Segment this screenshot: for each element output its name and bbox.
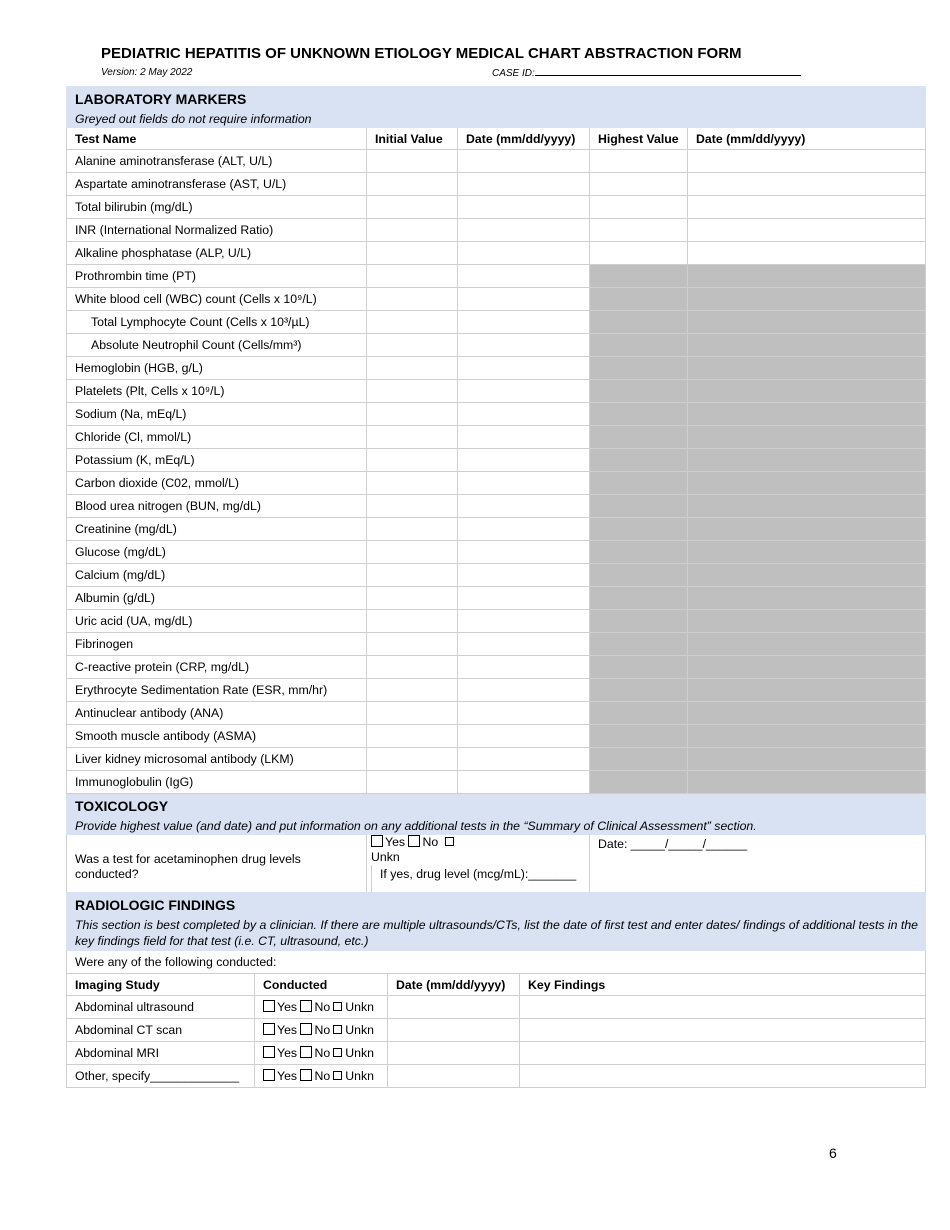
highest-value-cell — [590, 656, 688, 679]
lab-test-name: Fibrinogen — [67, 633, 367, 656]
lab-row — [67, 725, 926, 748]
imaging-no-label: No — [314, 1069, 331, 1083]
imaging-unkn-checkbox[interactable] — [333, 1071, 342, 1080]
initial-value-cell[interactable] — [367, 495, 458, 518]
lab-row — [67, 288, 926, 311]
lab-test-name: Platelets (Plt, Cells x 10⁹/L) — [67, 380, 367, 403]
highest-date-cell — [688, 495, 926, 518]
lab-test-name: White blood cell (WBC) count (Cells x 10⁹/L) — [67, 288, 367, 311]
highest-date-cell — [688, 679, 926, 702]
initial-value-cell[interactable] — [367, 196, 458, 219]
lab-tox-table — [66, 86, 926, 900]
radio-section-subtitle: This section is best completed by a clinician. If there are multiple ultrasounds/CTs, list the date of first test and enter dates/ findings of additional tests in the key findings field for that test (i.e. CT, ultrasound, etc.) — [67, 916, 926, 951]
initial-date-cell[interactable] — [458, 219, 590, 242]
highest-date-cell — [688, 449, 926, 472]
lab-test-name: Calcium (mg/dL) — [67, 564, 367, 587]
tox-drug-level[interactable]: If yes, drug level (mcg/mL):_______ — [371, 865, 576, 899]
col-imaging-study: Imaging Study — [67, 974, 255, 996]
highest-value-cell — [590, 633, 688, 656]
highest-value-cell — [590, 610, 688, 633]
initial-value-cell[interactable] — [367, 656, 458, 679]
initial-value-cell[interactable] — [367, 679, 458, 702]
imaging-yes-checkbox[interactable] — [263, 1023, 275, 1035]
highest-date-cell — [688, 633, 926, 656]
highest-value-cell — [590, 380, 688, 403]
lab-test-name: C-reactive protein (CRP, mg/dL) — [67, 656, 367, 679]
tox-yes-checkbox[interactable] — [371, 835, 383, 847]
highest-date-cell — [688, 288, 926, 311]
highest-date-cell — [688, 610, 926, 633]
lab-row — [67, 150, 926, 173]
tox-unkn-checkbox[interactable] — [445, 837, 454, 846]
initial-date-cell[interactable] — [458, 173, 590, 196]
initial-value-cell[interactable] — [367, 380, 458, 403]
lab-row — [67, 748, 926, 771]
initial-value-cell[interactable] — [367, 564, 458, 587]
highest-date-cell[interactable] — [688, 196, 926, 219]
highest-date-cell[interactable] — [688, 173, 926, 196]
highest-date-cell[interactable] — [688, 242, 926, 265]
lab-section-title: LABORATORY MARKERS — [67, 87, 926, 110]
lab-test-name: Absolute Neutrophil Count (Cells/mm³) — [67, 334, 367, 357]
imaging-row — [67, 1019, 926, 1042]
initial-value-cell[interactable] — [367, 518, 458, 541]
imaging-findings-cell[interactable] — [520, 996, 926, 1019]
col-initial-value: Initial Value — [367, 128, 458, 150]
initial-value-cell[interactable] — [367, 587, 458, 610]
imaging-conducted-options — [255, 996, 388, 1019]
highest-date-cell — [688, 518, 926, 541]
initial-date-cell[interactable] — [458, 633, 590, 656]
lab-row — [67, 541, 926, 564]
highest-date-cell — [688, 702, 926, 725]
col-highest-value: Highest Value — [590, 128, 688, 150]
radio-section-title: RADIOLOGIC FINDINGS — [67, 893, 926, 916]
highest-value-cell — [590, 472, 688, 495]
imaging-study-name: Other, specify_____________ — [67, 1065, 255, 1088]
lab-row — [67, 564, 926, 587]
version-label: Version: 2 May 2022 — [101, 67, 193, 78]
highest-value-cell — [590, 702, 688, 725]
initial-date-cell[interactable] — [458, 380, 590, 403]
highest-date-cell — [688, 311, 926, 334]
lab-row — [67, 196, 926, 219]
imaging-no-label: No — [314, 1000, 331, 1014]
lab-row — [67, 173, 926, 196]
highest-date-cell — [688, 472, 926, 495]
imaging-unkn-checkbox[interactable] — [333, 1025, 342, 1034]
col-highest-date: Date (mm/dd/yyyy) — [688, 128, 926, 150]
col-conducted: Conducted — [255, 974, 388, 996]
imaging-study-name: Abdominal ultrasound — [67, 996, 255, 1019]
page-number: 6 — [829, 1145, 837, 1161]
imaging-findings-cell[interactable] — [520, 1019, 926, 1042]
lab-test-name: Liver kidney microsomal antibody (LKM) — [67, 748, 367, 771]
lab-row — [67, 771, 926, 794]
lab-test-name: Smooth muscle antibody (ASMA) — [67, 725, 367, 748]
highest-date-cell — [688, 380, 926, 403]
initial-value-cell[interactable] — [367, 725, 458, 748]
imaging-row — [67, 1065, 926, 1088]
initial-value-cell[interactable] — [367, 334, 458, 357]
lab-row — [67, 265, 926, 288]
tox-yes-label: Yes — [385, 835, 406, 849]
imaging-no-checkbox[interactable] — [300, 1069, 312, 1081]
imaging-date-cell[interactable] — [388, 1042, 520, 1065]
imaging-yes-label: Yes — [277, 1000, 298, 1014]
highest-date-cell — [688, 656, 926, 679]
highest-value-cell — [590, 311, 688, 334]
highest-value-cell — [590, 403, 688, 426]
initial-value-cell[interactable] — [367, 288, 458, 311]
imaging-date-cell[interactable] — [388, 1065, 520, 1088]
lab-row — [67, 472, 926, 495]
radiology-table — [66, 892, 926, 1088]
initial-date-cell[interactable] — [458, 334, 590, 357]
imaging-unkn-checkbox[interactable] — [333, 1048, 342, 1057]
highest-value-cell[interactable] — [590, 150, 688, 173]
lab-test-name: Creatinine (mg/dL) — [67, 518, 367, 541]
initial-value-cell[interactable] — [367, 702, 458, 725]
imaging-conducted-options — [255, 1065, 388, 1088]
imaging-no-checkbox[interactable] — [300, 1023, 312, 1035]
highest-value-cell[interactable] — [590, 173, 688, 196]
initial-date-cell[interactable] — [458, 495, 590, 518]
highest-value-cell — [590, 334, 688, 357]
initial-value-cell[interactable] — [367, 265, 458, 288]
imaging-date-cell[interactable] — [388, 1019, 520, 1042]
imaging-no-checkbox[interactable] — [300, 1046, 312, 1058]
col-test-name: Test Name — [67, 128, 367, 150]
imaging-no-checkbox[interactable] — [300, 1000, 312, 1012]
initial-date-cell[interactable] — [458, 748, 590, 771]
tox-section-subtitle: Provide highest value (and date) and put information on any additional tests in the “Summary of Clinical Assessment” section. — [67, 817, 926, 835]
initial-date-cell[interactable] — [458, 771, 590, 794]
lab-row — [67, 702, 926, 725]
imaging-yes-checkbox[interactable] — [263, 1000, 275, 1012]
lab-test-name: Blood urea nitrogen (BUN, mg/dL) — [67, 495, 367, 518]
lab-row — [67, 219, 926, 242]
initial-date-cell[interactable] — [458, 242, 590, 265]
highest-value-cell — [590, 771, 688, 794]
imaging-yes-checkbox[interactable] — [263, 1046, 275, 1058]
lab-row — [67, 495, 926, 518]
initial-date-cell[interactable] — [458, 426, 590, 449]
initial-date-cell[interactable] — [458, 679, 590, 702]
tox-no-label: No — [422, 835, 439, 849]
initial-value-cell[interactable] — [367, 403, 458, 426]
tox-date[interactable]: Date: _____/_____/______ — [590, 835, 926, 900]
case-id-label: CASE ID: — [492, 68, 535, 79]
highest-value-cell — [590, 288, 688, 311]
imaging-unkn-checkbox[interactable] — [333, 1002, 342, 1011]
imaging-row — [67, 996, 926, 1019]
imaging-findings-cell[interactable] — [520, 1042, 926, 1065]
col-imaging-date: Date (mm/dd/yyyy) — [388, 974, 520, 996]
initial-date-cell[interactable] — [458, 288, 590, 311]
initial-date-cell[interactable] — [458, 357, 590, 380]
highest-value-cell[interactable] — [590, 219, 688, 242]
initial-date-cell[interactable] — [458, 150, 590, 173]
lab-row — [67, 403, 926, 426]
imaging-unkn-label: Unkn — [345, 1000, 374, 1014]
initial-date-cell[interactable] — [458, 587, 590, 610]
imaging-conducted-options — [255, 1019, 388, 1042]
lab-row — [67, 587, 926, 610]
lab-row — [67, 380, 926, 403]
lab-row — [67, 357, 926, 380]
initial-date-cell[interactable] — [458, 656, 590, 679]
lab-test-name: Total Lymphocyte Count (Cells x 10³/µL) — [67, 311, 367, 334]
initial-date-cell[interactable] — [458, 702, 590, 725]
imaging-no-label: No — [314, 1023, 331, 1037]
imaging-date-cell[interactable] — [388, 996, 520, 1019]
initial-date-cell[interactable] — [458, 196, 590, 219]
highest-value-cell — [590, 357, 688, 380]
radio-question: Were any of the following conducted: — [67, 951, 926, 974]
highest-value-cell — [590, 679, 688, 702]
highest-value-cell — [590, 541, 688, 564]
lab-row — [67, 610, 926, 633]
lab-test-name: Sodium (Na, mEq/L) — [67, 403, 367, 426]
initial-value-cell[interactable] — [367, 219, 458, 242]
tox-no-checkbox[interactable] — [408, 835, 420, 847]
tox-question: Was a test for acetaminophen drug levels conducted? — [67, 835, 367, 900]
highest-date-cell — [688, 564, 926, 587]
initial-date-cell[interactable] — [458, 610, 590, 633]
highest-date-cell — [688, 748, 926, 771]
tox-section-title: TOXICOLOGY — [67, 794, 926, 817]
initial-value-cell[interactable] — [367, 173, 458, 196]
imaging-yes-label: Yes — [277, 1023, 298, 1037]
highest-value-cell — [590, 265, 688, 288]
highest-date-cell — [688, 403, 926, 426]
lab-test-name: Total bilirubin (mg/dL) — [67, 196, 367, 219]
highest-value-cell[interactable] — [590, 196, 688, 219]
initial-value-cell[interactable] — [367, 357, 458, 380]
highest-date-cell[interactable] — [688, 219, 926, 242]
highest-date-cell — [688, 265, 926, 288]
imaging-yes-label: Yes — [277, 1069, 298, 1083]
highest-date-cell — [688, 426, 926, 449]
highest-value-cell — [590, 449, 688, 472]
initial-value-cell[interactable] — [367, 771, 458, 794]
highest-value-cell[interactable] — [590, 242, 688, 265]
tox-unkn-label: Unkn — [371, 850, 400, 864]
lab-row — [67, 449, 926, 472]
initial-value-cell[interactable] — [367, 426, 458, 449]
imaging-row — [67, 1042, 926, 1065]
lab-test-name: Erythrocyte Sedimentation Rate (ESR, mm/hr) — [67, 679, 367, 702]
lab-test-name: INR (International Normalized Ratio) — [67, 219, 367, 242]
lab-row — [67, 656, 926, 679]
lab-test-name: Carbon dioxide (C02, mmol/L) — [67, 472, 367, 495]
case-id-line[interactable] — [535, 67, 801, 76]
initial-value-cell[interactable] — [367, 610, 458, 633]
initial-date-cell[interactable] — [458, 518, 590, 541]
imaging-unkn-label: Unkn — [345, 1023, 374, 1037]
initial-date-cell[interactable] — [458, 564, 590, 587]
imaging-unkn-label: Unkn — [345, 1069, 374, 1083]
col-key-findings: Key Findings — [520, 974, 926, 996]
imaging-yes-label: Yes — [277, 1046, 298, 1060]
highest-date-cell — [688, 357, 926, 380]
lab-test-name: Prothrombin time (PT) — [67, 265, 367, 288]
initial-value-cell[interactable] — [367, 633, 458, 656]
lab-test-name: Hemoglobin (HGB, g/L) — [67, 357, 367, 380]
imaging-unkn-label: Unkn — [345, 1046, 374, 1060]
lab-row — [67, 518, 926, 541]
initial-value-cell[interactable] — [367, 311, 458, 334]
initial-date-cell[interactable] — [458, 449, 590, 472]
imaging-findings-cell[interactable] — [520, 1065, 926, 1088]
initial-value-cell[interactable] — [367, 449, 458, 472]
highest-date-cell — [688, 725, 926, 748]
lab-row — [67, 242, 926, 265]
col-initial-date: Date (mm/dd/yyyy) — [458, 128, 590, 150]
highest-date-cell — [688, 587, 926, 610]
case-id-field[interactable] — [492, 67, 801, 79]
initial-date-cell[interactable] — [458, 725, 590, 748]
highest-date-cell[interactable] — [688, 150, 926, 173]
lab-test-name: Aspartate aminotransferase (AST, U/L) — [67, 173, 367, 196]
initial-value-cell[interactable] — [367, 748, 458, 771]
initial-date-cell[interactable] — [458, 311, 590, 334]
initial-date-cell[interactable] — [458, 265, 590, 288]
imaging-no-label: No — [314, 1046, 331, 1060]
highest-date-cell — [688, 334, 926, 357]
lab-row — [67, 334, 926, 357]
lab-test-name: Immunoglobulin (IgG) — [67, 771, 367, 794]
highest-value-cell — [590, 748, 688, 771]
highest-date-cell — [688, 771, 926, 794]
imaging-study-name: Abdominal CT scan — [67, 1019, 255, 1042]
highest-value-cell — [590, 426, 688, 449]
highest-date-cell — [688, 541, 926, 564]
imaging-study-name: Abdominal MRI — [67, 1042, 255, 1065]
lab-test-name: Albumin (g/dL) — [67, 587, 367, 610]
lab-row — [67, 426, 926, 449]
lab-test-name: Uric acid (UA, mg/dL) — [67, 610, 367, 633]
initial-value-cell[interactable] — [367, 472, 458, 495]
initial-date-cell[interactable] — [458, 403, 590, 426]
lab-test-name: Glucose (mg/dL) — [67, 541, 367, 564]
lab-test-name: Alanine aminotransferase (ALT, U/L) — [67, 150, 367, 173]
highest-value-cell — [590, 587, 688, 610]
lab-test-name: Chloride (Cl, mmol/L) — [67, 426, 367, 449]
initial-date-cell[interactable] — [458, 541, 590, 564]
highest-value-cell — [590, 518, 688, 541]
initial-value-cell[interactable] — [367, 541, 458, 564]
lab-row — [67, 633, 926, 656]
highest-value-cell — [590, 564, 688, 587]
initial-date-cell[interactable] — [458, 472, 590, 495]
imaging-yes-checkbox[interactable] — [263, 1069, 275, 1081]
lab-section-subtitle: Greyed out fields do not require information — [67, 110, 926, 128]
lab-test-name: Antinuclear antibody (ANA) — [67, 702, 367, 725]
imaging-conducted-options — [255, 1042, 388, 1065]
lab-test-name: Alkaline phosphatase (ALP, U/L) — [67, 242, 367, 265]
highest-value-cell — [590, 725, 688, 748]
form-title: PEDIATRIC HEPATITIS OF UNKNOWN ETIOLOGY MEDICAL CHART ABSTRACTION FORM — [101, 45, 742, 62]
tox-conducted-options — [367, 835, 590, 900]
initial-value-cell[interactable] — [367, 242, 458, 265]
highest-value-cell — [590, 495, 688, 518]
lab-test-name: Potassium (K, mEq/L) — [67, 449, 367, 472]
lab-row — [67, 679, 926, 702]
lab-row — [67, 311, 926, 334]
initial-value-cell[interactable] — [367, 150, 458, 173]
